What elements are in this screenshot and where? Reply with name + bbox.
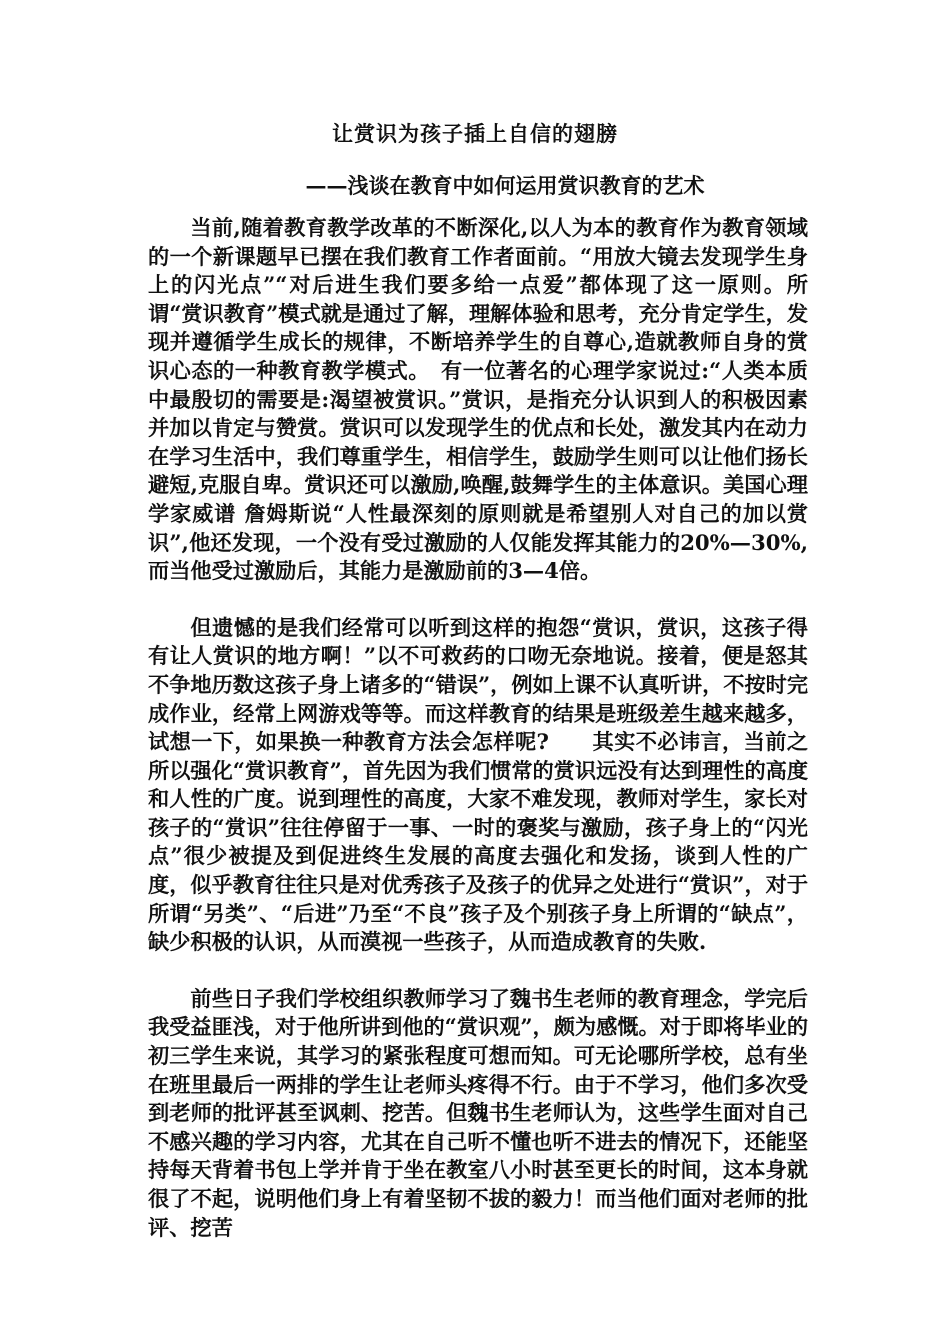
body-paragraph-1: 当前,随着教育教学改革的不断深化,以人为本的教育作为教育领域的一个新课题早已摆在我们教育工作者面前。“用放大镜去发现学生身上的闪光点”“对后进生我们要多给一点爱”都体现了这一原则。所谓“赏识教育”模式就是通过了解，理解体验和思考，充分肯定学生，发现并遵循学生成长的规律，不断培养学生的自尊心,造就教师自身的赏识心态的一种教育教学模式。 有一位著名的心理学家说过:“人类本质中最殷切的需要是:渴望被赏识。”赏识，是指充分认识到人的积极因素并加以肯定与赞赏。赏识可以发现学生的优点和长处，激发其内在动力在学习生活中，我们尊重学生，相信学生，鼓励学生则可以让他们扬长避短,克服自卑。赏识还可以激励,唤醒,鼓舞学生的主体意识。美国心理学家威谱 詹姆斯说“人性最深刻的原则就是希望别人对自己的加以赏识”,他还发现，一个没有受过激励的人仅能发挥其能力的20%—30%,而当他受过激励后，其能力是激励前的3—4倍。 [148,215,809,584]
document-body [148,214,808,1270]
document-subtitle: ——浅谈在教育中如何运用赏识教育的艺术 [305,173,705,198]
body-paragraph-2: 但遗憾的是我们经常可以听到这样的抱怨“赏识，赏识，这孩子得有让人赏识的地方啊！”以不可救药的口吻无奈地说。接着，便是怒其不争地历数这孩子身上诸多的“错误”，例如上课不认真听讲，不按时完成作业，经常上网游戏等等。而这样教育的结果是班级差生越来越多，试想一下，如果换一种教育方法会怎样呢? 其实不必讳言，当前之所以强化“赏识教育”，首先因为我们惯常的赏识远没有达到理性的高度和人性的广度。说到理性的高度，大家不难发现，教师对学生，家长对孩子的“赏识”往往停留于一事、一时的褒奖与激励，孩子身上的“闪光点”很少被提及到促进终生发展的高度去强化和发扬，谈到人性的广度，似乎教育往往只是对优秀孩子及孩子的优异之处进行“赏识”，对于所谓“另类”、“后进”乃至“不良”孩子及个别孩子身上所谓的“缺点”，缺少积极的认识，从而漠视一些孩子，从而造成教育的失败. [148,614,809,955]
body-paragraph-3: 前些日子我们学校组织教师学习了魏书生老师的教育理念，学完后我受益匪浅，对于他所讲到他的“赏识观”，颇为感慨。对于即将毕业的初三学生来说，其学习的紧张程度可想而知。可无论哪所学校，总有坐在班里最后一两排的学生让老师头疼得不行。由于不学习，他们多次受到老师的批评甚至讽刺、挖苦。但魏书生老师认为，这些学生面对自己不感兴趣的学习内容，尤其在自己听不懂也听不进去的情况下，还能坚持每天背着书包上学并肯于坐在教室八小时甚至更长的时间，这本身就很了不起，说明他们身上有着坚韧不拔的毅力！而当他们面对老师的批评、挖苦 [148,985,809,1240]
document-title: 让赏识为孩子插上自信的翅膀 [332,121,618,146]
